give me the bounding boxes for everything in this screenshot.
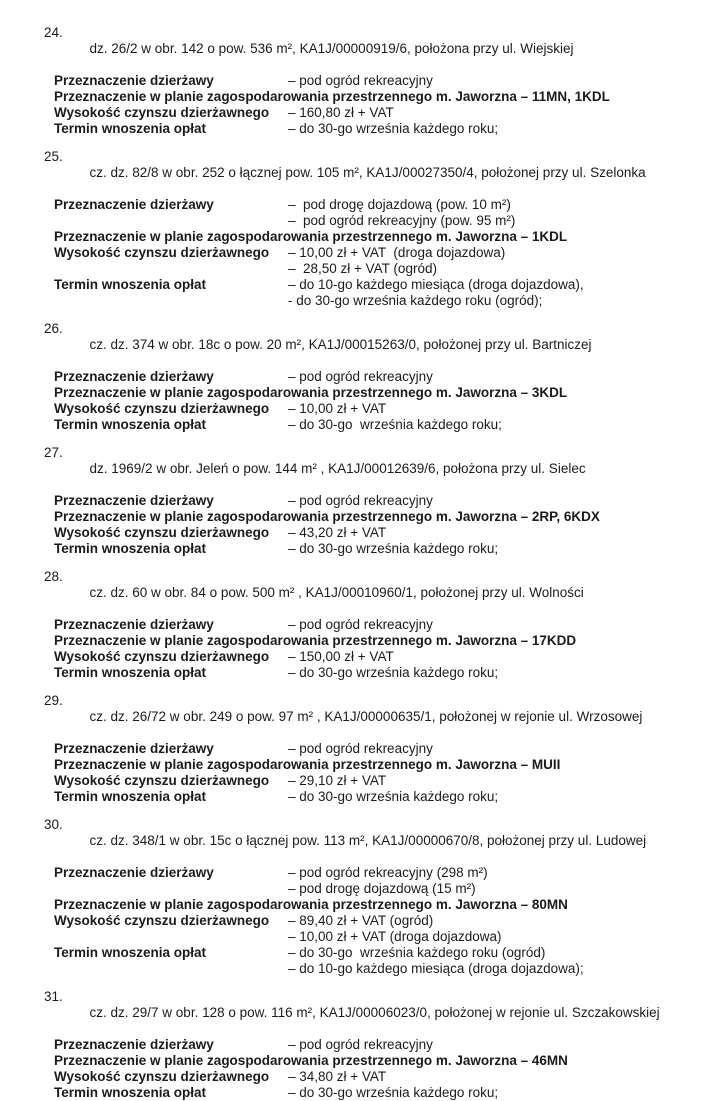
purpose-row	[54, 369, 708, 385]
item-header: cz. dz. 60 w obr. 84 o pow. 500 m² , KA1J/00010960/1, położonej przy ul. Wolności	[89, 585, 584, 600]
rent-label: Wysokość czynszu dzierżawnego	[54, 1069, 270, 1084]
rent-label: Wysokość czynszu dzierżawnego	[54, 913, 270, 928]
purpose-row	[54, 73, 708, 89]
term-row	[54, 1085, 708, 1101]
term-values	[288, 277, 708, 309]
term-value: – do 30-go września każdego roku;	[288, 665, 499, 680]
purpose-value: – pod ogród rekreacyjny	[288, 1037, 433, 1052]
term-row	[54, 277, 708, 309]
item-number: 27.	[44, 445, 63, 460]
rent-values	[288, 649, 708, 665]
term-label: Termin wnoszenia opłat	[54, 789, 207, 804]
purpose-values	[288, 865, 708, 897]
purpose-value: – pod ogród rekreacyjny	[288, 369, 433, 384]
lease-item	[0, 989, 708, 1101]
item-number: 25.	[44, 149, 63, 164]
purpose-row	[54, 1037, 708, 1053]
term-row	[54, 417, 708, 433]
lease-item	[0, 445, 708, 557]
term-value: – do 30-go września każdego roku;	[288, 121, 499, 136]
item-header: dz. 26/2 w obr. 142 o pow. 536 m², KA1J/00000919/6, położona przy ul. Wiejskiej	[89, 41, 574, 56]
term-row	[54, 789, 708, 805]
purpose-row	[54, 741, 708, 757]
purpose-value: – pod ogród rekreacyjny (pow. 95 m²)	[288, 213, 516, 228]
purpose-label: Przeznaczenie dzierżawy	[54, 1037, 214, 1052]
purpose-row	[54, 617, 708, 633]
rent-value: – 29,10 zł + VAT	[288, 773, 387, 788]
purpose-value: – pod ogród rekreacyjny	[288, 741, 433, 756]
rent-label: Wysokość czynszu dzierżawnego	[54, 525, 270, 540]
rent-row	[54, 401, 708, 417]
rent-values	[288, 1069, 708, 1085]
purpose-row	[54, 865, 708, 897]
term-values	[288, 945, 708, 977]
rent-values	[288, 525, 708, 541]
rent-row	[54, 649, 708, 665]
purpose-value: – pod ogród rekreacyjny	[288, 617, 433, 632]
purpose-values	[288, 617, 708, 633]
purpose-values	[288, 197, 708, 229]
term-values	[288, 665, 708, 681]
lease-item	[0, 25, 708, 137]
term-value: – do 30-go września każdego roku;	[288, 789, 499, 804]
item-number: 26.	[44, 321, 63, 336]
purpose-row	[54, 493, 708, 509]
lease-item	[0, 693, 708, 805]
lease-item	[0, 321, 708, 433]
purpose-label: Przeznaczenie dzierżawy	[54, 197, 214, 212]
rent-label: Wysokość czynszu dzierżawnego	[54, 245, 270, 260]
term-label: Termin wnoszenia opłat	[54, 277, 207, 292]
purpose-values	[288, 741, 708, 757]
purpose-value: – pod drogę dojazdową (pow. 10 m²)	[288, 197, 511, 212]
purpose-label: Przeznaczenie dzierżawy	[54, 73, 214, 88]
term-values	[288, 789, 708, 805]
term-label: Termin wnoszenia opłat	[54, 121, 207, 136]
item-number: 29.	[44, 693, 63, 708]
rent-values	[288, 105, 708, 121]
rent-values	[288, 773, 708, 789]
lease-item	[0, 817, 708, 977]
item-number: 30.	[44, 817, 63, 832]
term-values	[288, 1085, 708, 1101]
term-value: – do 30-go września każdego roku (ogród)	[288, 945, 546, 960]
rent-label: Wysokość czynszu dzierżawnego	[54, 649, 270, 664]
term-row	[54, 945, 708, 977]
term-values	[288, 541, 708, 557]
plan-line: Przeznaczenie w planie zagospodarowania przestrzennego m. Jaworzna – 17KDD	[54, 633, 577, 648]
rent-value: – 150,00 zł + VAT	[288, 649, 394, 664]
item-header-line	[0, 817, 708, 865]
purpose-values	[288, 369, 708, 385]
rent-label: Wysokość czynszu dzierżawnego	[54, 105, 270, 120]
rent-value: – 10,00 zł + VAT (droga dojazdowa)	[288, 245, 506, 260]
rent-values	[288, 245, 708, 277]
term-label: Termin wnoszenia opłat	[54, 945, 207, 960]
term-values	[288, 121, 708, 137]
rent-value: – 34,80 zł + VAT	[288, 1069, 387, 1084]
rent-row	[54, 1069, 708, 1085]
rent-row	[54, 773, 708, 789]
plan-line: Przeznaczenie w planie zagospodarowania przestrzennego m. Jaworzna – 3KDL	[54, 385, 568, 400]
purpose-label: Przeznaczenie dzierżawy	[54, 493, 214, 508]
item-header: cz. dz. 348/1 w obr. 15c o łącznej pow. 113 m², KA1J/00000670/8, położonej przy ul. Ludowej	[89, 833, 647, 848]
rent-label: Wysokość czynszu dzierżawnego	[54, 401, 270, 416]
item-header-line	[0, 321, 708, 369]
term-row	[54, 541, 708, 557]
purpose-label: Przeznaczenie dzierżawy	[54, 741, 214, 756]
items-list	[0, 25, 708, 1101]
item-number: 28.	[44, 569, 63, 584]
plan-line: Przeznaczenie w planie zagospodarowania przestrzennego m. Jaworzna – MUII	[54, 757, 561, 772]
lease-item	[0, 569, 708, 681]
purpose-values	[288, 1037, 708, 1053]
term-value: – do 10-go każdego miesiąca (droga dojazdowa);	[288, 961, 584, 976]
plan-line: Przeznaczenie w planie zagospodarowania przestrzennego m. Jaworzna – 2RP, 6KDX	[54, 509, 600, 524]
item-header: cz. dz. 374 w obr. 18c o pow. 20 m², KA1J/00015263/0, położonej przy ul. Bartniczej	[89, 337, 592, 352]
item-header: cz. dz. 29/7 w obr. 128 o pow. 116 m², KA1J/00006023/0, położonej w rejonie ul. Szczakowskiej	[89, 1005, 660, 1020]
item-header-line	[0, 989, 708, 1037]
item-header-line	[0, 569, 708, 617]
purpose-value: – pod ogród rekreacyjny	[288, 73, 433, 88]
term-value: – do 30-go września każdego roku;	[288, 417, 502, 432]
rent-label: Wysokość czynszu dzierżawnego	[54, 773, 270, 788]
purpose-value: – pod ogród rekreacyjny (298 m²)	[288, 865, 488, 880]
plan-line: Przeznaczenie w planie zagospodarowania przestrzennego m. Jaworzna – 80MN	[54, 897, 568, 912]
plan-line: Przeznaczenie w planie zagospodarowania przestrzennego m. Jaworzna – 11MN, 1KDL	[54, 89, 610, 104]
rent-value: – 10,00 zł + VAT	[288, 401, 387, 416]
rent-row	[54, 245, 708, 277]
term-label: Termin wnoszenia opłat	[54, 665, 207, 680]
term-label: Termin wnoszenia opłat	[54, 541, 207, 556]
item-header-line	[0, 149, 708, 197]
rent-value: – 10,00 zł + VAT (droga dojazdowa)	[288, 929, 502, 944]
item-header: dz. 1969/2 w obr. Jeleń o pow. 144 m² , KA1J/00012639/6, położona przy ul. Sielec	[89, 461, 586, 476]
lease-item	[0, 149, 708, 309]
term-values	[288, 417, 708, 433]
purpose-value: – pod drogę dojazdową (15 m²)	[288, 881, 476, 896]
rent-value: – 28,50 zł + VAT (ogród)	[288, 261, 437, 276]
rent-row	[54, 525, 708, 541]
plan-line: Przeznaczenie w planie zagospodarowania przestrzennego m. Jaworzna – 1KDL	[54, 229, 568, 244]
purpose-row	[54, 197, 708, 229]
item-header-line	[0, 445, 708, 493]
item-header: cz. dz. 82/8 w obr. 252 o łącznej pow. 105 m², KA1J/00027350/4, położonej przy ul. Szelonka	[89, 165, 646, 180]
purpose-values	[288, 73, 708, 89]
purpose-value: – pod ogród rekreacyjny	[288, 493, 433, 508]
plan-line: Przeznaczenie w planie zagospodarowania przestrzennego m. Jaworzna – 46MN	[54, 1053, 568, 1068]
rent-value: – 43,20 zł + VAT	[288, 525, 387, 540]
term-value: – do 30-go września każdego roku;	[288, 1085, 499, 1100]
rent-row	[54, 105, 708, 121]
item-header-line	[0, 693, 708, 741]
purpose-label: Przeznaczenie dzierżawy	[54, 865, 214, 880]
purpose-values	[288, 493, 708, 509]
rent-row	[54, 913, 708, 945]
term-label: Termin wnoszenia opłat	[54, 1085, 207, 1100]
item-number: 31.	[44, 989, 63, 1004]
purpose-label: Przeznaczenie dzierżawy	[54, 369, 214, 384]
term-row	[54, 121, 708, 137]
rent-value: – 160,80 zł + VAT	[288, 105, 394, 120]
rent-values	[288, 913, 708, 945]
rent-value: – 89,40 zł + VAT (ogród)	[288, 913, 434, 928]
term-row	[54, 665, 708, 681]
term-value: – do 10-go każdego miesiąca (droga dojazdowa),	[288, 277, 584, 292]
purpose-label: Przeznaczenie dzierżawy	[54, 617, 214, 632]
item-header: cz. dz. 26/72 w obr. 249 o pow. 97 m² , KA1J/00000635/1, położonej w rejonie ul. Wrzosowej	[89, 709, 643, 724]
term-value: – do 30-go września każdego roku;	[288, 541, 499, 556]
rent-values	[288, 401, 708, 417]
term-label: Termin wnoszenia opłat	[54, 417, 207, 432]
item-number: 24.	[44, 25, 63, 40]
term-value: - do 30-go września każdego roku (ogród);	[288, 293, 543, 308]
item-header-line	[0, 25, 708, 73]
